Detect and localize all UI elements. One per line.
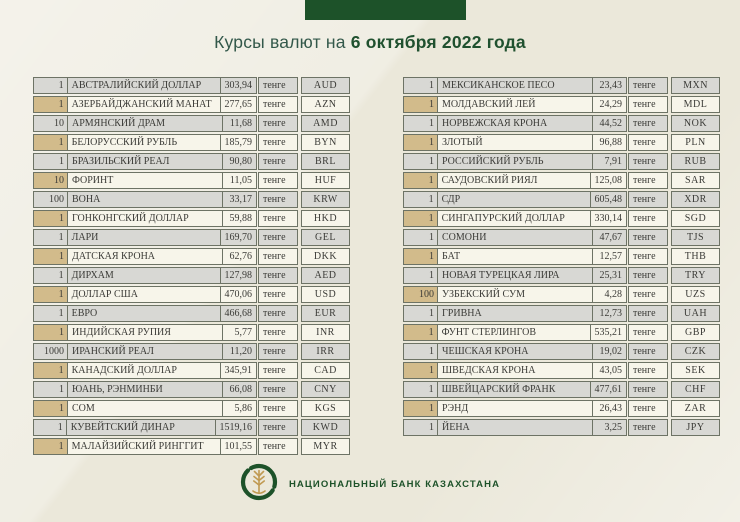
currency-row-main xyxy=(403,115,627,132)
quantity-cell: 1 xyxy=(404,116,438,131)
rate-value-cell: 345,91 xyxy=(221,363,257,378)
currency-row-main xyxy=(33,419,257,436)
rate-value-cell: 44,52 xyxy=(593,116,626,131)
currency-name-cell: РЭНД xyxy=(438,401,593,416)
quantity-cell: 1 xyxy=(404,135,438,150)
rate-value-cell: 24,29 xyxy=(593,97,626,112)
currency-row-rub xyxy=(403,153,720,170)
currency-row-amd xyxy=(33,115,350,132)
currency-row-main xyxy=(33,172,257,189)
currency-row-main xyxy=(403,229,627,246)
currency-code-cell: IRR xyxy=(301,343,350,360)
quantity-cell: 1 xyxy=(34,249,68,264)
unit-cell: тенге xyxy=(258,210,298,227)
currency-row-main xyxy=(403,96,627,113)
unit-cell: тенге xyxy=(258,115,298,132)
currency-code-cell: SEK xyxy=(671,362,720,379)
rate-value-cell: 96,88 xyxy=(593,135,626,150)
currency-name-cell: АЗЕРБАЙДЖАНСКИЙ МАНАТ xyxy=(68,97,221,112)
currency-name-cell: ЙЕНА xyxy=(438,420,593,435)
currency-code-cell: NOK xyxy=(671,115,720,132)
quantity-cell: 1 xyxy=(34,287,68,302)
unit-cell: тенге xyxy=(628,229,668,246)
unit-cell: тенге xyxy=(628,305,668,322)
unit-cell: тенге xyxy=(628,267,668,284)
currency-name-cell: ЛАРИ xyxy=(68,230,221,245)
rate-value-cell: 5,77 xyxy=(223,325,256,340)
currency-row-main xyxy=(403,286,627,303)
currency-row-uah xyxy=(403,305,720,322)
currency-row-main xyxy=(403,400,627,417)
quantity-cell: 1000 xyxy=(34,344,68,359)
quantity-cell: 1 xyxy=(34,439,68,454)
currency-name-cell: ФОРИНТ xyxy=(68,173,223,188)
currency-row-uzs xyxy=(403,286,720,303)
unit-cell: тенге xyxy=(258,305,298,322)
currency-row-hkd xyxy=(33,210,350,227)
currency-row-pln xyxy=(403,134,720,151)
currency-row-main xyxy=(33,248,257,265)
currency-row-sek xyxy=(403,362,720,379)
quantity-cell: 1 xyxy=(404,192,438,207)
currency-name-cell: СОМ xyxy=(68,401,223,416)
unit-cell: тенге xyxy=(258,96,298,113)
currency-code-cell: SGD xyxy=(671,210,720,227)
quantity-cell: 10 xyxy=(34,116,68,131)
currency-row-cny xyxy=(33,381,350,398)
rates-table-left xyxy=(33,77,350,457)
currency-row-main xyxy=(403,153,627,170)
currency-row-jpy xyxy=(403,419,720,436)
currency-row-brl xyxy=(33,153,350,170)
currency-row-main xyxy=(33,115,257,132)
unit-cell: тенге xyxy=(628,324,668,341)
currency-row-main xyxy=(403,381,627,398)
rate-value-cell: 470,06 xyxy=(221,287,257,302)
currency-code-cell: MDL xyxy=(671,96,720,113)
unit-cell: тенге xyxy=(628,191,668,208)
currency-row-main xyxy=(33,324,257,341)
quantity-cell: 1 xyxy=(404,401,438,416)
currency-name-cell: ЕВРО xyxy=(68,306,221,321)
currency-code-cell: GBP xyxy=(671,324,720,341)
quantity-cell: 1 xyxy=(34,325,68,340)
rate-value-cell: 12,57 xyxy=(593,249,626,264)
currency-name-cell: ЗЛОТЫЙ xyxy=(438,135,593,150)
currency-name-cell: КУВЕЙТСКИЙ ДИНАР xyxy=(67,420,216,435)
quantity-cell: 1 xyxy=(34,306,68,321)
rate-value-cell: 26,43 xyxy=(593,401,626,416)
currency-code-cell: CAD xyxy=(301,362,350,379)
rate-value-cell: 125,08 xyxy=(591,173,627,188)
currency-code-cell: USD xyxy=(301,286,350,303)
header-green-bar xyxy=(305,0,466,20)
rate-value-cell: 11,05 xyxy=(223,173,256,188)
currency-row-mxn xyxy=(403,77,720,94)
unit-cell: тенге xyxy=(628,419,668,436)
currency-name-cell: МАЛАЙЗИЙСКИЙ РИНГГИТ xyxy=(68,439,221,454)
currency-row-main xyxy=(403,191,627,208)
currency-name-cell: МОЛДАВСКИЙ ЛЕЙ xyxy=(438,97,593,112)
currency-row-zar xyxy=(403,400,720,417)
currency-row-main xyxy=(403,267,627,284)
currency-row-eur xyxy=(33,305,350,322)
currency-row-huf xyxy=(33,172,350,189)
quantity-cell: 100 xyxy=(404,287,438,302)
currency-code-cell: BRL xyxy=(301,153,350,170)
currency-row-sar xyxy=(403,172,720,189)
currency-row-main xyxy=(403,362,627,379)
currency-row-main xyxy=(33,343,257,360)
currency-row-main xyxy=(33,229,257,246)
quantity-cell: 1 xyxy=(404,211,438,226)
currency-name-cell: БЕЛОРУССКИЙ РУБЛЬ xyxy=(68,135,221,150)
currency-name-cell: МЕКСИКАНСКОЕ ПЕСО xyxy=(438,78,593,93)
currency-code-cell: CHF xyxy=(671,381,720,398)
currency-row-chf xyxy=(403,381,720,398)
rate-value-cell: 66,08 xyxy=(223,382,256,397)
quantity-cell: 1 xyxy=(34,420,67,435)
currency-code-cell: EUR xyxy=(301,305,350,322)
unit-cell: тенге xyxy=(258,77,298,94)
currency-row-mdl xyxy=(403,96,720,113)
currency-code-cell: KWD xyxy=(301,419,350,436)
currency-code-cell: GEL xyxy=(301,229,350,246)
unit-cell: тенге xyxy=(258,172,298,189)
currency-row-dkk xyxy=(33,248,350,265)
currency-name-cell: ИНДИЙСКАЯ РУПИЯ xyxy=(68,325,223,340)
currency-row-aud xyxy=(33,77,350,94)
currency-code-cell: PLN xyxy=(671,134,720,151)
quantity-cell: 1 xyxy=(404,344,438,359)
currency-code-cell: HKD xyxy=(301,210,350,227)
currency-name-cell: СИНГАПУРСКИЙ ДОЛЛАР xyxy=(438,211,591,226)
currency-row-main xyxy=(403,419,627,436)
currency-code-cell: AMD xyxy=(301,115,350,132)
unit-cell: тенге xyxy=(258,134,298,151)
quantity-cell: 1 xyxy=(404,325,438,340)
currency-row-kgs xyxy=(33,400,350,417)
rate-value-cell: 127,98 xyxy=(221,268,257,283)
unit-cell: тенге xyxy=(258,343,298,360)
currency-code-cell: CZK xyxy=(671,343,720,360)
currency-code-cell: KGS xyxy=(301,400,350,417)
currency-row-main xyxy=(33,191,257,208)
currency-row-main xyxy=(33,153,257,170)
rate-value-cell: 4,28 xyxy=(593,287,626,302)
currency-name-cell: ДАТСКАЯ КРОНА xyxy=(68,249,223,264)
unit-cell: тенге xyxy=(628,381,668,398)
currency-code-cell: UAH xyxy=(671,305,720,322)
rate-value-cell: 169,70 xyxy=(221,230,257,245)
unit-cell: тенге xyxy=(628,77,668,94)
currency-row-thb xyxy=(403,248,720,265)
unit-cell: тенге xyxy=(258,362,298,379)
currency-name-cell: ИРАНСКИЙ РЕАЛ xyxy=(68,344,223,359)
currency-row-czk xyxy=(403,343,720,360)
unit-cell: тенге xyxy=(258,381,298,398)
currency-name-cell: СДР xyxy=(438,192,591,207)
unit-cell: тенге xyxy=(628,210,668,227)
currency-row-main xyxy=(403,77,627,94)
currency-code-cell: AED xyxy=(301,267,350,284)
currency-row-byn xyxy=(33,134,350,151)
unit-cell: тенге xyxy=(628,153,668,170)
rate-value-cell: 7,91 xyxy=(593,154,626,169)
currency-code-cell: JPY xyxy=(671,419,720,436)
currency-code-cell: KRW xyxy=(301,191,350,208)
unit-cell: тенге xyxy=(628,172,668,189)
unit-cell: тенге xyxy=(628,362,668,379)
currency-name-cell: РОССИЙСКИЙ РУБЛЬ xyxy=(438,154,593,169)
currency-code-cell: INR xyxy=(301,324,350,341)
quantity-cell: 1 xyxy=(34,135,68,150)
rate-value-cell: 11,68 xyxy=(223,116,256,131)
currency-name-cell: ВОНА xyxy=(68,192,223,207)
currency-row-krw xyxy=(33,191,350,208)
rate-value-cell: 12,73 xyxy=(593,306,626,321)
quantity-cell: 1 xyxy=(34,382,68,397)
currency-row-main xyxy=(403,324,627,341)
rate-value-cell: 47,67 xyxy=(593,230,626,245)
currency-code-cell: BYN xyxy=(301,134,350,151)
unit-cell: тенге xyxy=(628,248,668,265)
unit-cell: тенге xyxy=(258,229,298,246)
currency-row-main xyxy=(33,77,257,94)
rate-value-cell: 535,21 xyxy=(591,325,627,340)
rate-value-cell: 477,61 xyxy=(591,382,627,397)
currency-row-xdr xyxy=(403,191,720,208)
quantity-cell: 1 xyxy=(34,268,68,283)
rate-value-cell: 330,14 xyxy=(591,211,627,226)
currency-name-cell: ЮАНЬ, РЭНМИНБИ xyxy=(68,382,223,397)
currency-row-azn xyxy=(33,96,350,113)
rates-tables xyxy=(0,77,740,457)
page-title-prefix: Курсы валют на xyxy=(214,32,351,52)
unit-cell: тенге xyxy=(258,153,298,170)
currency-row-gel xyxy=(33,229,350,246)
currency-row-main xyxy=(33,286,257,303)
currency-code-cell: TJS xyxy=(671,229,720,246)
currency-name-cell: САУДОВСКИЙ РИЯЛ xyxy=(438,173,591,188)
quantity-cell: 1 xyxy=(404,230,438,245)
currency-row-main xyxy=(33,438,257,455)
rate-value-cell: 11,20 xyxy=(223,344,256,359)
currency-row-cad xyxy=(33,362,350,379)
rate-value-cell: 1519,16 xyxy=(216,420,257,435)
unit-cell: тенге xyxy=(628,96,668,113)
nbk-emblem-icon xyxy=(240,463,278,506)
quantity-cell: 1 xyxy=(34,78,68,93)
bank-name: НАЦИОНАЛЬНЫЙ БАНК КАЗАХСТАНА xyxy=(288,479,501,490)
currency-row-main xyxy=(403,248,627,265)
quantity-cell: 1 xyxy=(34,97,68,112)
currency-row-irr xyxy=(33,343,350,360)
currency-row-main xyxy=(33,381,257,398)
rate-value-cell: 25,31 xyxy=(593,268,626,283)
currency-code-cell: AZN xyxy=(301,96,350,113)
currency-row-main xyxy=(33,210,257,227)
currency-code-cell: AUD xyxy=(301,77,350,94)
rate-value-cell: 303,94 xyxy=(221,78,257,93)
unit-cell: тенге xyxy=(258,267,298,284)
currency-row-sgd xyxy=(403,210,720,227)
page-title-date: 6 октября 2022 года xyxy=(350,32,526,52)
currency-row-kwd xyxy=(33,419,350,436)
quantity-cell: 1 xyxy=(34,401,68,416)
quantity-cell: 1 xyxy=(34,363,68,378)
rate-value-cell: 101,55 xyxy=(221,439,257,454)
unit-cell: тенге xyxy=(258,248,298,265)
currency-name-cell: ФУНТ СТЕРЛИНГОВ xyxy=(438,325,591,340)
quantity-cell: 1 xyxy=(404,268,438,283)
unit-cell: тенге xyxy=(258,400,298,417)
quantity-cell: 1 xyxy=(34,211,68,226)
unit-cell: тенге xyxy=(258,191,298,208)
quantity-cell: 1 xyxy=(404,97,438,112)
currency-code-cell: THB xyxy=(671,248,720,265)
quantity-cell: 1 xyxy=(34,230,68,245)
currency-row-nok xyxy=(403,115,720,132)
rate-value-cell: 43,05 xyxy=(593,363,626,378)
unit-cell: тенге xyxy=(628,115,668,132)
rate-value-cell: 277,65 xyxy=(221,97,257,112)
currency-row-main xyxy=(403,343,627,360)
currency-code-cell: SAR xyxy=(671,172,720,189)
currency-row-usd xyxy=(33,286,350,303)
currency-name-cell: ШВЕЙЦАРСКИЙ ФРАНК xyxy=(438,382,591,397)
rate-value-cell: 62,76 xyxy=(223,249,256,264)
currency-row-main xyxy=(403,134,627,151)
currency-code-cell: HUF xyxy=(301,172,350,189)
unit-cell: тенге xyxy=(258,438,298,455)
currency-row-main xyxy=(33,400,257,417)
quantity-cell: 1 xyxy=(404,363,438,378)
currency-row-try xyxy=(403,267,720,284)
unit-cell: тенге xyxy=(628,400,668,417)
currency-code-cell: DKK xyxy=(301,248,350,265)
currency-code-cell: MYR xyxy=(301,438,350,455)
unit-cell: тенге xyxy=(258,324,298,341)
currency-name-cell: ГРИВНА xyxy=(438,306,593,321)
footer xyxy=(0,463,740,506)
currency-row-main xyxy=(33,96,257,113)
rate-value-cell: 605,48 xyxy=(591,192,627,207)
currency-name-cell: НОРВЕЖСКАЯ КРОНА xyxy=(438,116,593,131)
currency-name-cell: СОМОНИ xyxy=(438,230,593,245)
currency-name-cell: ДОЛЛАР США xyxy=(68,287,221,302)
quantity-cell: 1 xyxy=(404,420,438,435)
currency-row-main xyxy=(33,267,257,284)
currency-name-cell: УЗБЕКСКИЙ СУМ xyxy=(438,287,593,302)
currency-name-cell: АВСТРАЛИЙСКИЙ ДОЛЛАР xyxy=(68,78,221,93)
quantity-cell: 1 xyxy=(404,78,438,93)
currency-row-main xyxy=(403,305,627,322)
unit-cell: тенге xyxy=(628,343,668,360)
currency-code-cell: TRY xyxy=(671,267,720,284)
currency-row-gbp xyxy=(403,324,720,341)
currency-row-aed xyxy=(33,267,350,284)
rate-value-cell: 19,02 xyxy=(593,344,626,359)
currency-row-inr xyxy=(33,324,350,341)
currency-name-cell: ЧЕШСКАЯ КРОНА xyxy=(438,344,593,359)
quantity-cell: 1 xyxy=(34,154,68,169)
currency-code-cell: XDR xyxy=(671,191,720,208)
currency-row-main xyxy=(403,172,627,189)
currency-code-cell: CNY xyxy=(301,381,350,398)
quantity-cell: 10 xyxy=(34,173,68,188)
quantity-cell: 1 xyxy=(404,154,438,169)
currency-code-cell: ZAR xyxy=(671,400,720,417)
currency-code-cell: MXN xyxy=(671,77,720,94)
currency-row-main xyxy=(33,134,257,151)
rate-value-cell: 23,43 xyxy=(593,78,626,93)
quantity-cell: 1 xyxy=(404,306,438,321)
unit-cell: тенге xyxy=(258,286,298,303)
quantity-cell: 1 xyxy=(404,249,438,264)
unit-cell: тенге xyxy=(628,286,668,303)
rate-value-cell: 90,80 xyxy=(223,154,256,169)
currency-code-cell: RUB xyxy=(671,153,720,170)
rates-table-right xyxy=(403,77,720,457)
quantity-cell: 1 xyxy=(404,382,438,397)
currency-code-cell: UZS xyxy=(671,286,720,303)
rate-value-cell: 5,86 xyxy=(223,401,256,416)
quantity-cell: 100 xyxy=(34,192,68,207)
currency-name-cell: ШВЕДСКАЯ КРОНА xyxy=(438,363,593,378)
currency-name-cell: НОВАЯ ТУРЕЦКАЯ ЛИРА xyxy=(438,268,593,283)
currency-row-main xyxy=(33,362,257,379)
currency-row-main xyxy=(33,305,257,322)
currency-name-cell: АРМЯНСКИЙ ДРАМ xyxy=(68,116,223,131)
currency-row-myr xyxy=(33,438,350,455)
rate-value-cell: 3,25 xyxy=(593,420,626,435)
currency-row-tjs xyxy=(403,229,720,246)
currency-name-cell: ДИРХАМ xyxy=(68,268,221,283)
rate-value-cell: 466,68 xyxy=(221,306,257,321)
currency-name-cell: БРАЗИЛЬСКИЙ РЕАЛ xyxy=(68,154,223,169)
unit-cell: тенге xyxy=(258,419,298,436)
rate-value-cell: 33,17 xyxy=(223,192,256,207)
quantity-cell: 1 xyxy=(404,173,438,188)
currency-name-cell: БАТ xyxy=(438,249,593,264)
rate-value-cell: 185,79 xyxy=(221,135,257,150)
currency-row-main xyxy=(403,210,627,227)
currency-name-cell: ГОНКОНГСКИЙ ДОЛЛАР xyxy=(68,211,223,226)
unit-cell: тенге xyxy=(628,134,668,151)
rate-value-cell: 59,88 xyxy=(223,211,256,226)
currency-name-cell: КАНАДСКИЙ ДОЛЛАР xyxy=(68,363,221,378)
